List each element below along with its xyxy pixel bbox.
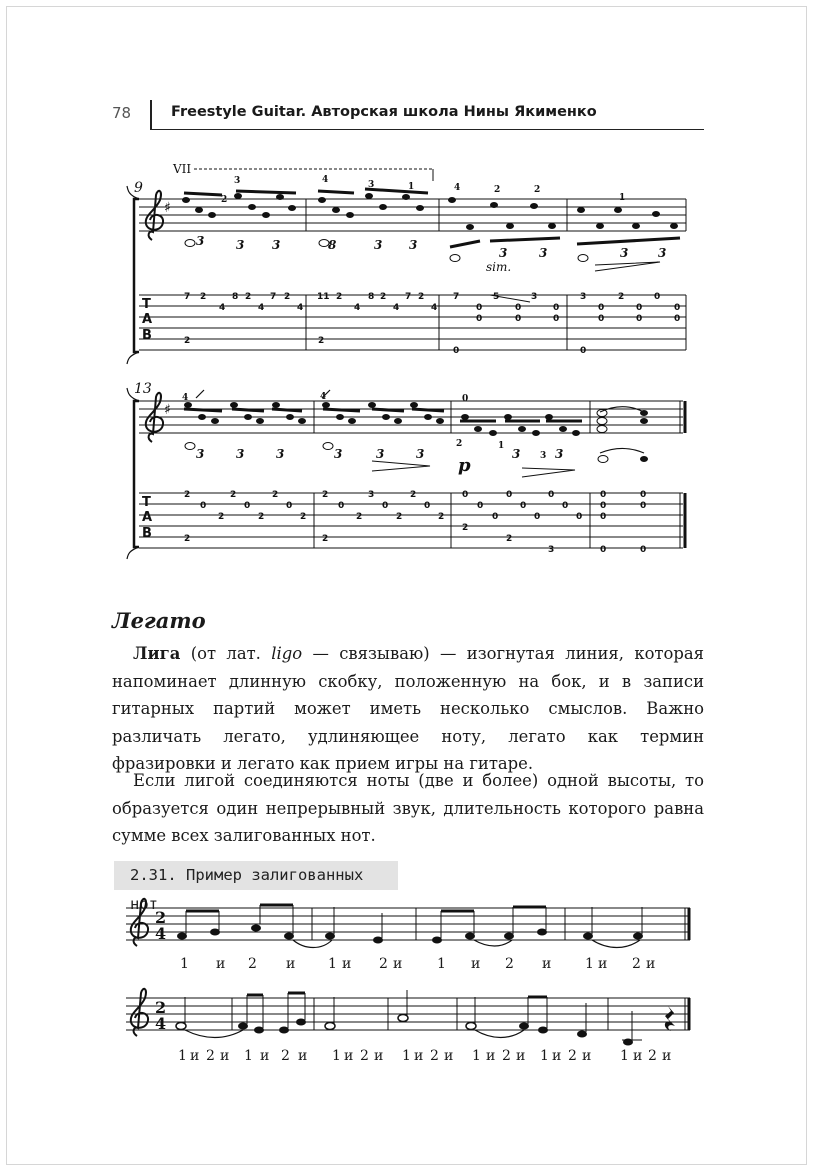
svg-text:2: 2 — [284, 292, 291, 302]
svg-text:3: 3 — [234, 176, 241, 186]
svg-text:3: 3 — [580, 292, 587, 302]
svg-text:8: 8 — [368, 292, 375, 302]
count-syllable: и — [298, 1048, 308, 1064]
count-syllable: и — [542, 956, 552, 972]
count-syllable: и — [662, 1048, 672, 1064]
svg-text:4: 4 — [393, 303, 400, 313]
svg-text:A: A — [142, 510, 153, 525]
sim-marking: sim. — [486, 260, 512, 274]
count-syllable: и — [286, 956, 296, 972]
time-sig-bottom: 4 — [155, 924, 167, 943]
count-syllable: 2 — [430, 1048, 439, 1064]
latin-intro: (от лат. — [190, 644, 261, 663]
svg-text:0: 0 — [515, 303, 522, 313]
count-syllable: 2 — [502, 1048, 511, 1064]
count-syllable: 1 — [180, 956, 189, 972]
svg-text:0: 0 — [600, 490, 607, 500]
svg-text:0: 0 — [674, 314, 681, 324]
count-syllable: 2 — [206, 1048, 215, 1064]
position-marker: VII — [173, 162, 192, 176]
svg-text:0: 0 — [338, 501, 345, 511]
svg-text:8: 8 — [232, 292, 239, 302]
count-syllable: 1 — [402, 1048, 411, 1064]
svg-text:0: 0 — [640, 490, 647, 500]
page-number: 78 — [112, 104, 132, 122]
svg-text:4: 4 — [219, 303, 226, 313]
svg-text:4: 4 — [182, 393, 189, 403]
svg-text:3: 3 — [658, 246, 667, 260]
count-syllable: и — [646, 956, 656, 972]
svg-text:3: 3 — [236, 238, 245, 252]
svg-text:2: 2 — [380, 292, 387, 302]
count-syllable: и — [486, 1048, 496, 1064]
svg-text:2: 2 — [534, 185, 541, 195]
svg-text:7: 7 — [184, 292, 191, 302]
svg-text:2: 2 — [184, 534, 191, 544]
svg-text:0: 0 — [520, 501, 527, 511]
svg-text:2: 2 — [396, 512, 403, 522]
count-syllable: 1 — [472, 1048, 481, 1064]
dynamic-marking: p — [458, 455, 471, 476]
svg-text:0: 0 — [534, 512, 541, 522]
count-syllable: 2 — [360, 1048, 369, 1064]
count-syllable: 2 — [568, 1048, 577, 1064]
svg-text:0: 0 — [576, 512, 583, 522]
svg-text:0: 0 — [462, 394, 469, 404]
svg-text:3: 3 — [196, 447, 205, 461]
count-syllable: и — [342, 956, 352, 972]
svg-text:0: 0 — [462, 490, 469, 500]
svg-text:0: 0 — [476, 303, 483, 313]
svg-text:0: 0 — [515, 314, 522, 324]
svg-text:2: 2 — [418, 292, 425, 302]
count-syllable: и — [414, 1048, 424, 1064]
measure-number: 13 — [134, 381, 152, 397]
latin-word: ligo — [271, 644, 303, 663]
count-syllable: и — [374, 1048, 384, 1064]
paragraph-1-rest: — связываю) — изогнутая линия, которая напоминает длинную скобку, положенную на бок, и в записи гитарных партий может иметь несколько смыслов. Важно различать легато, удлиняющее ноту, легато как термин фразировки и легато как прием игры на гитаре. — [112, 644, 704, 773]
svg-text:4: 4 — [297, 303, 304, 313]
svg-text:0: 0 — [654, 292, 661, 302]
svg-text:T: T — [142, 495, 151, 510]
svg-text:3: 3 — [376, 447, 385, 461]
svg-text:3: 3 — [499, 246, 508, 260]
svg-text:0: 0 — [562, 501, 569, 511]
svg-text:4: 4 — [322, 175, 329, 185]
svg-text:0: 0 — [553, 314, 560, 324]
book-title: Freestyle Guitar. Авторская школа Нины Якименко — [171, 104, 597, 120]
svg-text:2: 2 — [336, 292, 343, 302]
svg-text:2: 2 — [618, 292, 625, 302]
svg-text:4: 4 — [454, 183, 461, 193]
svg-text:3: 3 — [512, 447, 521, 461]
count-syllable: 2 — [379, 956, 388, 972]
svg-text:B: B — [142, 526, 152, 541]
count-syllable: и — [216, 956, 226, 972]
svg-text:8: 8 — [328, 238, 337, 252]
svg-text:1: 1 — [408, 182, 415, 192]
svg-text:0: 0 — [600, 545, 607, 555]
svg-text:3: 3 — [374, 238, 383, 252]
triplet-mark: 3 — [196, 234, 205, 248]
svg-text:1: 1 — [619, 193, 626, 203]
count-syllable: 2 — [281, 1048, 290, 1064]
svg-text:2: 2 — [184, 336, 191, 346]
svg-text:♯: ♯ — [164, 402, 171, 418]
svg-text:0: 0 — [640, 501, 647, 511]
svg-text:2: 2 — [356, 512, 363, 522]
svg-text:2: 2 — [300, 512, 307, 522]
time-sig-top: 2 — [155, 908, 167, 927]
svg-text:0: 0 — [674, 303, 681, 313]
count-syllable: 1 — [540, 1048, 549, 1064]
svg-text:4: 4 — [155, 1014, 167, 1033]
svg-text:0: 0 — [580, 346, 587, 356]
svg-text:3: 3 — [334, 447, 343, 461]
count-syllable: 1 — [178, 1048, 187, 1064]
svg-text:3: 3 — [620, 246, 629, 260]
svg-text:0: 0 — [200, 501, 207, 511]
svg-text:3: 3 — [368, 180, 375, 190]
svg-text:0: 0 — [506, 490, 513, 500]
count-syllable: и — [220, 1048, 230, 1064]
svg-text:4: 4 — [258, 303, 265, 313]
svg-text:4: 4 — [354, 303, 361, 313]
svg-text:2: 2 — [506, 534, 513, 544]
count-syllable: 1 — [437, 956, 446, 972]
count-syllable: и — [582, 1048, 592, 1064]
svg-text:0: 0 — [600, 501, 607, 511]
svg-text:0: 0 — [492, 512, 499, 522]
svg-text:0: 0 — [640, 545, 647, 555]
svg-text:♯: ♯ — [164, 200, 171, 216]
svg-text:2: 2 — [456, 439, 463, 449]
svg-text:2: 2 — [184, 490, 191, 500]
section-title: Легато — [112, 608, 206, 633]
svg-text:0: 0 — [598, 303, 605, 313]
svg-text:3: 3 — [548, 545, 555, 555]
svg-text:2: 2 — [245, 292, 252, 302]
svg-text:0: 0 — [424, 501, 431, 511]
svg-text:0: 0 — [453, 346, 460, 356]
term-liga: Лига — [133, 644, 181, 663]
count-syllable: и — [344, 1048, 354, 1064]
count-syllable: 1 — [328, 956, 337, 972]
svg-text:2: 2 — [230, 490, 237, 500]
count-syllable: 2 — [632, 956, 641, 972]
svg-text:2: 2 — [218, 512, 225, 522]
count-syllable: 2 — [505, 956, 514, 972]
svg-text:3: 3 — [276, 447, 285, 461]
svg-text:3: 3 — [531, 292, 538, 302]
svg-text:2: 2 — [258, 512, 265, 522]
svg-text:0: 0 — [636, 314, 643, 324]
svg-text:2: 2 — [410, 490, 417, 500]
svg-text:0: 0 — [244, 501, 251, 511]
svg-text:1: 1 — [498, 441, 505, 451]
svg-text:0: 0 — [476, 314, 483, 324]
svg-text:0: 0 — [600, 512, 607, 522]
count-syllable: и — [516, 1048, 526, 1064]
svg-text:0: 0 — [382, 501, 389, 511]
svg-text:11: 11 — [317, 292, 330, 302]
measure-number: 9 — [134, 180, 143, 196]
svg-text:3: 3 — [368, 490, 375, 500]
svg-text:0: 0 — [477, 501, 484, 511]
svg-text:2: 2 — [200, 292, 207, 302]
svg-text:7: 7 — [270, 292, 277, 302]
svg-text:B: B — [142, 328, 152, 343]
svg-text:2: 2 — [221, 195, 228, 205]
count-syllable: 1 — [332, 1048, 341, 1064]
count-syllable: и — [598, 956, 608, 972]
count-row-2 — [178, 1048, 671, 1064]
svg-text:0: 0 — [548, 490, 555, 500]
svg-text:2: 2 — [322, 534, 329, 544]
svg-text:3: 3 — [409, 238, 418, 252]
svg-text:7: 7 — [453, 292, 460, 302]
count-syllable: 1 — [620, 1048, 629, 1064]
svg-text:4: 4 — [431, 303, 438, 313]
count-syllable: и — [633, 1048, 643, 1064]
svg-text:2: 2 — [438, 512, 445, 522]
svg-text:2: 2 — [155, 998, 167, 1017]
svg-text:T: T — [142, 297, 151, 312]
count-syllable: 1 — [244, 1048, 253, 1064]
svg-text:5: 5 — [493, 292, 500, 302]
svg-text:3: 3 — [540, 451, 547, 461]
svg-text:0: 0 — [286, 501, 293, 511]
svg-text:A: A — [142, 312, 153, 327]
svg-text:0: 0 — [636, 303, 643, 313]
svg-text:3: 3 — [272, 238, 281, 252]
example-label: 2.31. Пример залигованных нот — [114, 861, 398, 890]
count-syllable: 2 — [248, 956, 257, 972]
svg-text:2: 2 — [494, 185, 501, 195]
svg-text:7: 7 — [405, 292, 412, 302]
count-syllable: и — [260, 1048, 270, 1064]
count-syllable: и — [190, 1048, 200, 1064]
svg-text:2: 2 — [318, 336, 325, 346]
svg-text:4: 4 — [320, 392, 327, 402]
svg-text:0: 0 — [553, 303, 560, 313]
count-syllable: 2 — [648, 1048, 657, 1064]
count-syllable: и — [444, 1048, 454, 1064]
svg-text:2: 2 — [322, 490, 329, 500]
paragraph-2: Если лигой соединяются ноты (две и более) одной высоты, то образуется один непрерывный звук, длительность которого равна сумме всех залигованных нот. — [112, 771, 704, 845]
svg-text:2: 2 — [272, 490, 279, 500]
svg-text:3: 3 — [416, 447, 425, 461]
svg-text:3: 3 — [236, 447, 245, 461]
svg-text:3: 3 — [555, 447, 564, 461]
svg-text:0: 0 — [598, 314, 605, 324]
count-syllable: 1 — [585, 956, 594, 972]
count-syllable: и — [471, 956, 481, 972]
svg-text:3: 3 — [539, 246, 548, 260]
count-syllable: и — [393, 956, 403, 972]
count-syllable: и — [552, 1048, 562, 1064]
svg-text:2: 2 — [462, 523, 469, 533]
